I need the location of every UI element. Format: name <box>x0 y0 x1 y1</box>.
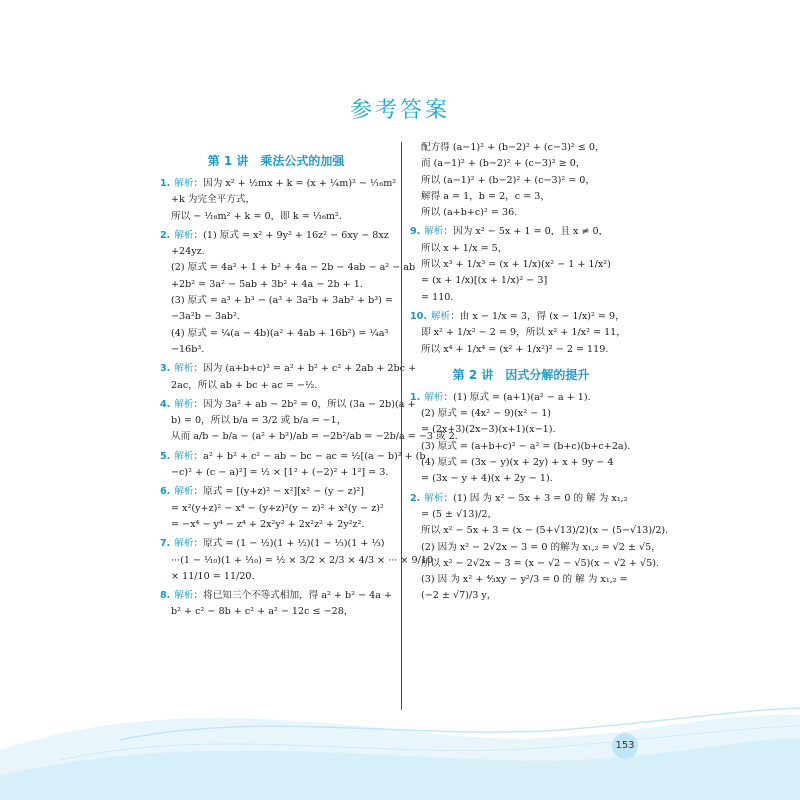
answer-line <box>160 209 392 225</box>
answer-item <box>160 484 392 533</box>
answer-label: 解析 <box>174 363 194 375</box>
answer-line <box>410 257 632 273</box>
answer-line <box>160 553 434 569</box>
answer-number: 1. <box>410 391 421 403</box>
answer-line <box>160 326 392 342</box>
answer-item <box>410 224 632 305</box>
answer-text: ：因为 3a² + ab − 2b² = 0，所以 (3a − 2b)(a + <box>193 398 416 410</box>
answer-text: −3a²b − 3ab². <box>171 311 240 323</box>
left-column <box>160 150 458 624</box>
answer-number: 1. <box>160 178 171 189</box>
answer-item <box>410 491 669 605</box>
answer-line: 而 (a−1)² + (b−2)² + (c−3)² ≥ 0， <box>421 158 586 170</box>
answer-text: = (3x − y + 4)(x + 2y − 1). <box>421 473 553 485</box>
answer-line <box>410 309 632 325</box>
answer-text: (2) 原式 = 4a² + 1 + b² + 4a − 2b − 4ab − a² − ab <box>171 262 416 274</box>
answer-number: 3. <box>160 363 171 375</box>
answer-number: 9. <box>410 226 421 238</box>
answer-text: (3) 因 为 x² + ⁴⁄₃xy − y²/3 = 0 的 解 为 x₁,₂ = <box>421 574 628 586</box>
answer-line: 解得 a = 1，b = 2，c = 3， <box>421 190 550 202</box>
answer-text: 所以 x³ + 1/x³ = (x + 1/x)(x² − 1 + 1/x²) <box>421 259 611 271</box>
answer-item <box>160 176 397 225</box>
section-title: 第 1 讲 乘法公式的加强 <box>207 154 345 168</box>
answer-line <box>160 429 458 445</box>
answer-line <box>160 293 392 309</box>
answer-number: 5. <box>160 450 171 462</box>
answer-line <box>410 406 632 422</box>
page-number: 153 <box>612 733 638 759</box>
answer-text: ：因为 (a+b+c)² = a² + b² + c² + 2ab + 2bc + <box>193 363 417 375</box>
answer-line <box>410 491 632 507</box>
answer-number: 10. <box>410 310 427 322</box>
answer-label: 解析 <box>174 486 194 498</box>
answer-text: ：由 x − 1/x = 3，得 (x − 1/x)² = 9， <box>450 310 625 322</box>
answer-line <box>160 536 392 552</box>
answer-text: ：将已知三个不等式相加，得 a² + b² − 4a + <box>193 590 393 602</box>
answer-text: ：原式 = [(y+z)² − x²][x² − (y − z)²] <box>193 486 364 498</box>
column-divider <box>401 142 402 710</box>
answer-text: b² + c² − 8b + c² + a² − 12c ≤ −28， <box>171 606 354 618</box>
answer-line <box>160 413 392 429</box>
answer-text: ：(1) 原式 = x² + 9y² + 16z² − 6xy − 8xz <box>193 229 389 241</box>
answer-number: 8. <box>160 590 171 602</box>
answer-line <box>410 507 632 523</box>
answer-line <box>160 244 392 260</box>
answer-item <box>160 397 458 446</box>
answer-item <box>410 309 632 358</box>
answer-text: = 110. <box>421 291 454 303</box>
answer-text: ：因为 x² − 5x + 1 = 0，且 x ≠ 0， <box>443 226 609 238</box>
answer-text: b) = 0，所以 b/a = 3/2 或 b/a = −1， <box>171 415 347 427</box>
answer-text: +24yz. <box>171 246 205 258</box>
answer-line <box>410 422 632 438</box>
answer-text: +k 为完全平方式， <box>171 194 256 206</box>
page-title: 参考答案 <box>349 98 450 123</box>
answer-line <box>410 224 632 240</box>
answer-line <box>160 342 392 358</box>
answer-label: 解析 <box>174 450 194 462</box>
answer-item <box>160 449 426 482</box>
answer-number: 6. <box>160 486 171 498</box>
answer-line <box>160 361 417 377</box>
answer-line <box>160 260 416 276</box>
answer-text: ：a² + b² + c² − ab − bc − ac = ½[(a − b)² + (b <box>193 450 426 462</box>
answer-label: 解析 <box>174 398 194 410</box>
answer-label: 解析 <box>174 178 194 189</box>
answer-item <box>160 361 417 394</box>
answer-line: 配方得 (a−1)² + (b−2)² + (c−3)² ≤ 0， <box>421 142 605 153</box>
answer-text: 所以 x + 1/x = 5， <box>421 242 508 254</box>
answer-label: 解析 <box>424 492 444 504</box>
answer-text: × 11/10 = 11/20. <box>171 570 255 582</box>
answer-label: 解析 <box>424 391 444 403</box>
answer-line <box>410 572 632 588</box>
answer-line <box>410 342 632 358</box>
answer-number: 7. <box>160 538 171 550</box>
answer-line <box>410 325 632 341</box>
answer-text: (3) 原式 = a³ + b³ − (a³ + 3a²b + 3ab² + b³) = <box>171 295 393 307</box>
answer-line <box>160 484 392 500</box>
answer-text: (−2 ± √7)/3 y， <box>421 590 497 602</box>
answer-text: (4) 原式 = (3x − y)(x + 2y) + x + 9y − 4 <box>421 457 614 469</box>
answer-text: (2) 因为 x² − 2√2x − 3 = 0 的解为 x₁,₂ = √2 ± √5， <box>421 541 661 553</box>
answer-list <box>410 390 669 605</box>
answer-label: 解析 <box>431 310 451 322</box>
answer-line: 所以 (a−1)² + (b−2)² + (c−3)² = 0， <box>421 174 596 186</box>
answer-number: 4. <box>160 398 171 410</box>
answer-number: 2. <box>410 492 421 504</box>
answer-text: ···(1 − ¹⁄₁₀)(1 + ¹⁄₁₀) = ½ × 3/2 × 2/3 × 4/3 × ··· × 9/10 <box>171 554 434 566</box>
answer-text: = (5 ± √13)/2， <box>421 508 498 520</box>
answer-line <box>160 228 392 244</box>
answer-list <box>160 176 458 621</box>
answer-text: 从而 a/b − b/a − (a² + b²)/ab = −2b²/ab = −2b/a = −3 或 2. <box>171 431 458 443</box>
section-title: 第 2 讲 因式分解的提升 <box>452 367 590 382</box>
answer-text: = (x + 1/x)[(x + 1/x)² − 3] <box>421 275 548 287</box>
answer-item <box>160 588 392 621</box>
answer-line <box>160 517 392 533</box>
answer-line <box>410 439 632 455</box>
answer-line <box>160 604 392 620</box>
answer-line <box>160 378 392 394</box>
answer-text: −16b³. <box>171 343 205 355</box>
answer-line <box>410 556 660 572</box>
answer-line <box>410 390 632 406</box>
answer-number: 2. <box>160 229 171 241</box>
answer-line <box>160 176 397 192</box>
answer-line <box>160 309 392 325</box>
answer-text: 所以 x² − 2√2x − 3 = (x − √2 − √5)(x − √2 + √5). <box>421 557 660 569</box>
answer-text: (3) 原式 = (a+b+c)² − a² = (b+c)(b+c+2a). <box>421 440 631 452</box>
continuation-text <box>410 140 632 221</box>
answer-text: 即 x² + 1/x² − 2 = 9，所以 x² + 1/x² = 11， <box>421 327 626 339</box>
answer-line <box>160 449 426 465</box>
answer-text: ：因为 x² + ½mx + k = (x + ¼m)² − ¹⁄₁₆m² <box>193 178 397 189</box>
answer-text: 所以 x⁴ + 1/x⁴ = (x² + 1/x²)² − 2 = 119. <box>421 343 609 355</box>
answer-text: ：(1) 因 为 x² − 5x + 3 = 0 的 解 为 x₁,₂ <box>443 492 628 504</box>
answer-line <box>160 501 392 517</box>
answer-line <box>410 241 632 257</box>
answer-label: 解析 <box>424 226 444 238</box>
answer-text: (4) 原式 = ¼(a − 4b)(a² + 4ab + 16b²) = ¼a³ <box>171 327 389 339</box>
decorative-wave-background <box>0 680 800 800</box>
answer-text: 所以 x² − 5x + 3 = (x − (5+√13)/2)(x − (5−√13)/2). <box>421 525 669 537</box>
answer-text: = −x⁴ − y⁴ − z⁴ + 2x²y² + 2x²z² + 2y²z². <box>171 518 365 530</box>
answer-line: 所以 (a+b+c)² = 36. <box>421 207 518 219</box>
answer-text: 2ac，所以 ab + bc + ac = −½. <box>171 379 318 391</box>
answer-line <box>160 588 392 604</box>
answer-label: 解析 <box>174 538 194 550</box>
answer-text: = (2x+3)(2x−3)(x+1)(x−1). <box>421 424 556 436</box>
answer-list <box>410 224 632 357</box>
answer-text: (2) 原式 = (4x² − 9)(x² − 1) <box>421 408 552 420</box>
answer-text: +2b² = 3a² − 5ab + 3b² + 4a − 2b + 1. <box>171 278 363 290</box>
answer-line <box>410 455 632 471</box>
answer-item <box>410 390 632 488</box>
answer-item <box>160 228 416 358</box>
answer-line <box>160 569 392 585</box>
answer-line <box>160 277 392 293</box>
right-column <box>410 140 669 608</box>
answer-line <box>160 192 392 208</box>
answer-text: = x²(y+z)² − x⁴ − (y+z)²(y − z)² + x²(y − z)² <box>171 502 384 514</box>
answer-line <box>410 588 632 604</box>
answer-line <box>410 471 632 487</box>
answer-item <box>160 536 434 585</box>
answer-text: ：原式 = (1 − ½)(1 + ½)(1 − ⅓)(1 + ⅓) <box>193 538 385 550</box>
answer-line <box>410 523 669 539</box>
answer-text: 所以 − ¹⁄₁₆m² + k = 0，即 k = ¹⁄₁₆m². <box>171 210 342 222</box>
answer-label: 解析 <box>174 590 194 602</box>
answer-line <box>410 273 632 289</box>
answer-line <box>410 540 661 556</box>
answer-label: 解析 <box>174 229 194 241</box>
answer-line <box>410 290 632 306</box>
answer-line <box>160 397 416 413</box>
answer-line <box>160 465 392 481</box>
answer-text: ：(1) 原式 = (a+1)(a² − a + 1). <box>443 391 591 403</box>
answer-text: −c)² + (c − a)²] = ½ × [1² + (−2)² + 1²] = 3. <box>171 467 389 479</box>
